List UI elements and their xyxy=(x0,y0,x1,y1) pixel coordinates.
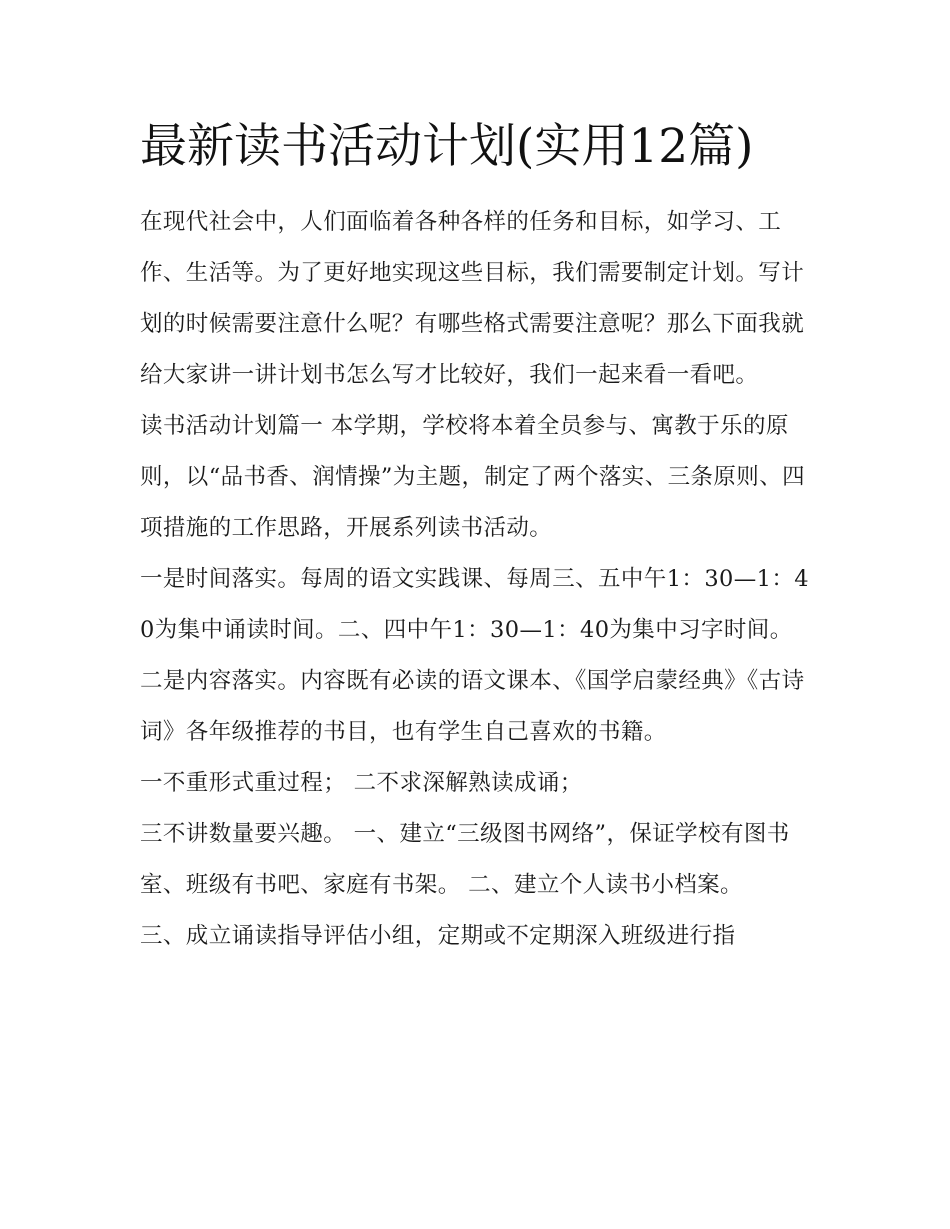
paragraph-content: 二是内容落实。内容既有必读的语文课本、《国学启蒙经典》《古诗词》各年级推荐的书目，也有学生自己喜欢的书籍。 xyxy=(140,668,805,745)
paragraph-plan-one: 读书活动计划篇一 本学期，学校将本着全员参与、寓教于乐的原则，以“品书香、润情操”为主题，制定了两个落实、三条原则、四项措施的工作思路，开展系列读书活动。 xyxy=(140,413,806,541)
document-title: 最新读书活动计划(实用12篇) xyxy=(140,119,754,174)
paragraph-time: 一是时间落实。每周的语文实践课、每周三、五中午1：30—1：40为集中诵读时间。二、四中午1：30—1：40为集中习字时间。 xyxy=(140,566,809,643)
paragraph-principles: 一不重形式重过程； 二不求深解熟读成诵； xyxy=(140,770,583,796)
paragraph-evaluation: 三、成立诵读指导评估小组，定期或不定期深入班级进行指 xyxy=(140,923,736,949)
paragraph-intro: 在现代社会中，人们面临着各种各样的任务和目标，如学习、工作、生活等。为了更好地实现这些目标，我们需要制定计划。写计划的时候需要注意什么呢？有哪些格式需要注意呢？那么下面我就给大家讲一讲计划书怎么写才比较好，我们一起来看一看吧。 xyxy=(140,209,805,388)
paragraph-measures: 三不讲数量要兴趣。 一、建立“三级图书网络”，保证学校有图书室、班级有书吧、家庭有书架。 二、建立个人读书小档案。 xyxy=(140,821,790,898)
document-body xyxy=(140,197,820,962)
